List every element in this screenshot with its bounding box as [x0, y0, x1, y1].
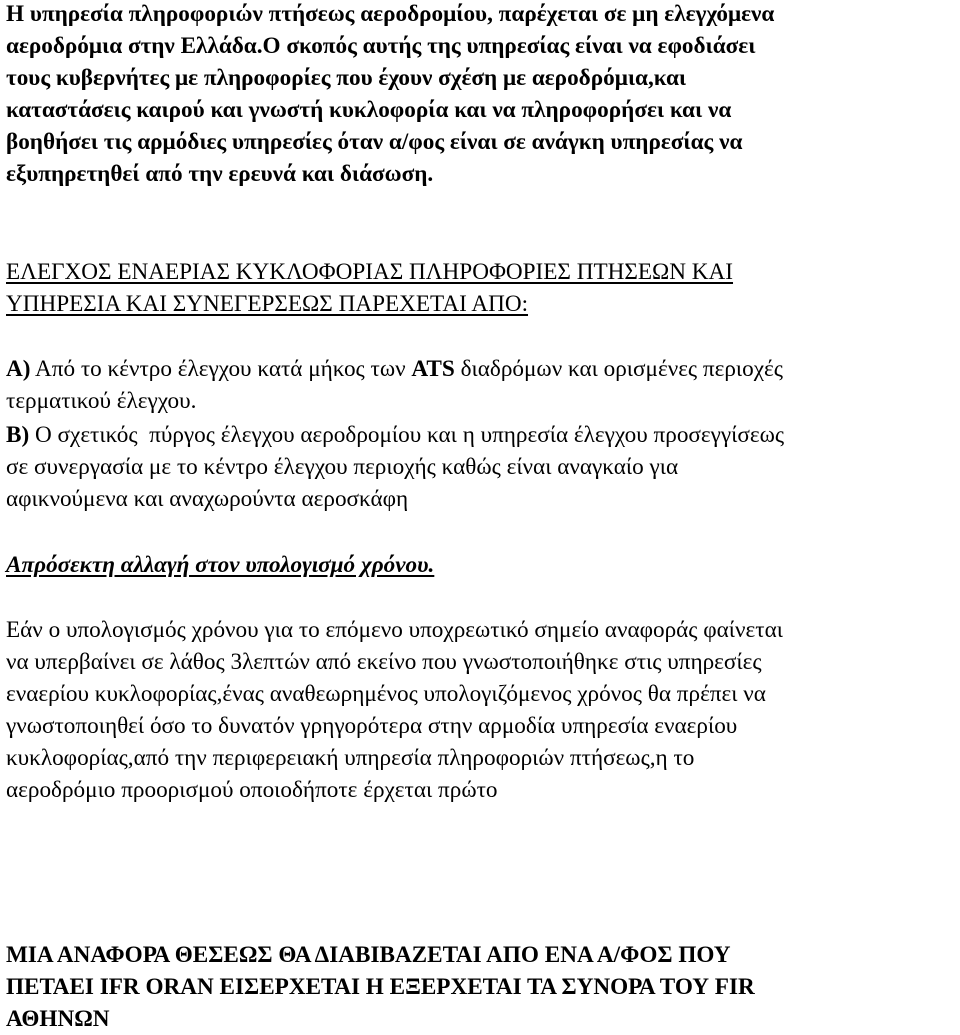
- report-heading-line: ΜΙΑ ΑΝΑΦΟΡΑ ΘΕΣΕΩΣ ΘΑ ΔΙΑΒΙΒΑΖΕΤΑΙ ΑΠΟ ΕΝΑ Α/ΦΟΣ ΠΟΥ: [6, 942, 731, 968]
- report-heading: [6, 939, 958, 1035]
- estimate-line: εναερίου κυκλοφορίας,ένας αναθεωρημένος υπολογιζόμενος χρόνος θα πρέπει να: [6, 681, 766, 707]
- note-title-text: Απρόσεκτη αλλαγή στον υπολογισμό χρόνου.: [6, 552, 435, 578]
- intro-line: αεροδρόμια στην Ελλάδα.Ο σκοπός αυτής της υπηρεσίας είναι να εφοδιάσει: [6, 33, 756, 59]
- estimate-line: αεροδρόμιο προορισμού οποιοδήποτε έρχεται πρώτο: [6, 777, 498, 803]
- list-item-a: [6, 353, 958, 417]
- report-heading-line: ΠΕΤΑΕΙ IFR ORAN ΕΙΣΕΡΧΕΤΑΙ Η ΕΞΕΡΧΕΤΑΙ ΤΑ ΣΥΝΟΡΑ ΤΟΥ FIR: [6, 974, 755, 1000]
- list-marker-b: Β): [6, 422, 30, 448]
- intro-paragraph: [6, 0, 958, 190]
- list-marker-a: Α): [6, 356, 31, 382]
- estimate-line: κυκλοφορίας,από την περιφερειακή υπηρεσία πληροφοριών πτήσεως,η το: [6, 745, 695, 771]
- atc-heading-line: ΕΛΕΓΧΟΣ ΕΝΑΕΡΙΑΣ ΚΥΚΛΟΦΟΡΙΑΣ ΠΛΗΡΟΦΟΡΙΕΣ ΠΤΗΣΕΩΝ ΚΑΙ: [6, 259, 734, 285]
- intro-line: εξυπηρετηθεί από την ερευνά και διάσωση.: [6, 161, 434, 187]
- atc-heading: [6, 256, 958, 320]
- atc-heading-line: ΥΠΗΡΕΣΙΑ ΚΑΙ ΣΥΝΕΓΕΡΣΕΩΣ ΠΑΡΕΧΕΤΑΙ ΑΠΟ:: [6, 291, 529, 317]
- item-a-text-end: διαδρόμων και ορισμένες περιοχές: [454, 356, 783, 382]
- list-item-b-line: [6, 419, 958, 451]
- list-item-a-line: τερματικού έλεγχου.: [6, 388, 197, 414]
- intro-line: βοηθήσει τις αρμόδιες υπηρεσίες όταν α/φος είναι σε ανάγκη υπηρεσίας να: [6, 129, 743, 155]
- ats-term: ATS: [411, 356, 455, 382]
- estimate-line: γνωστοποιηθεί όσο το δυνατόν γρηγορότερα στην αρμοδία υπηρεσία εναερίου: [6, 713, 738, 739]
- list-item-b: [6, 419, 958, 515]
- list-item-a-line: [6, 353, 958, 385]
- note-title: [6, 549, 958, 581]
- item-b-text: Ο σχετικός πύργος έλεγχου αεροδρομίου και η υπηρεσία έλεγχου προσεγγίσεως: [29, 422, 785, 448]
- estimate-line: να υπερβαίνει σε λάθος 3λεπτών από εκείνο που γνωστοποιήθηκε στις υπηρεσίες: [6, 649, 762, 675]
- intro-line: καταστάσεις καιρού και γνωστή κυκλοφορία και να πληροφορήσει και να: [6, 97, 732, 123]
- intro-line: Η υπηρεσία πληροφοριών πτήσεως αεροδρομίου, παρέχεται σε μη ελεγχόμενα: [6, 1, 775, 27]
- report-heading-line: ΑΘΗΝΩΝ: [6, 1006, 110, 1032]
- estimate-paragraph: [6, 614, 958, 806]
- intro-line: τους κυβερνήτες με πληροφορίες που έχουν σχέση με αεροδρόμια,και: [6, 65, 687, 91]
- list-item-b-line: αφικνούμενα και αναχωρούντα αεροσκάφη: [6, 486, 409, 512]
- estimate-line: Εάν ο υπολογισμός χρόνου για το επόμενο υποχρεωτικό σημείο αναφοράς φαίνεται: [6, 617, 783, 643]
- item-a-text: Από το κέντρο έλεγχου κατά μήκος των: [30, 356, 412, 382]
- list-item-b-line: σε συνεργασία με το κέντρο έλεγχου περιοχής καθώς είναι αναγκαίο για: [6, 454, 679, 480]
